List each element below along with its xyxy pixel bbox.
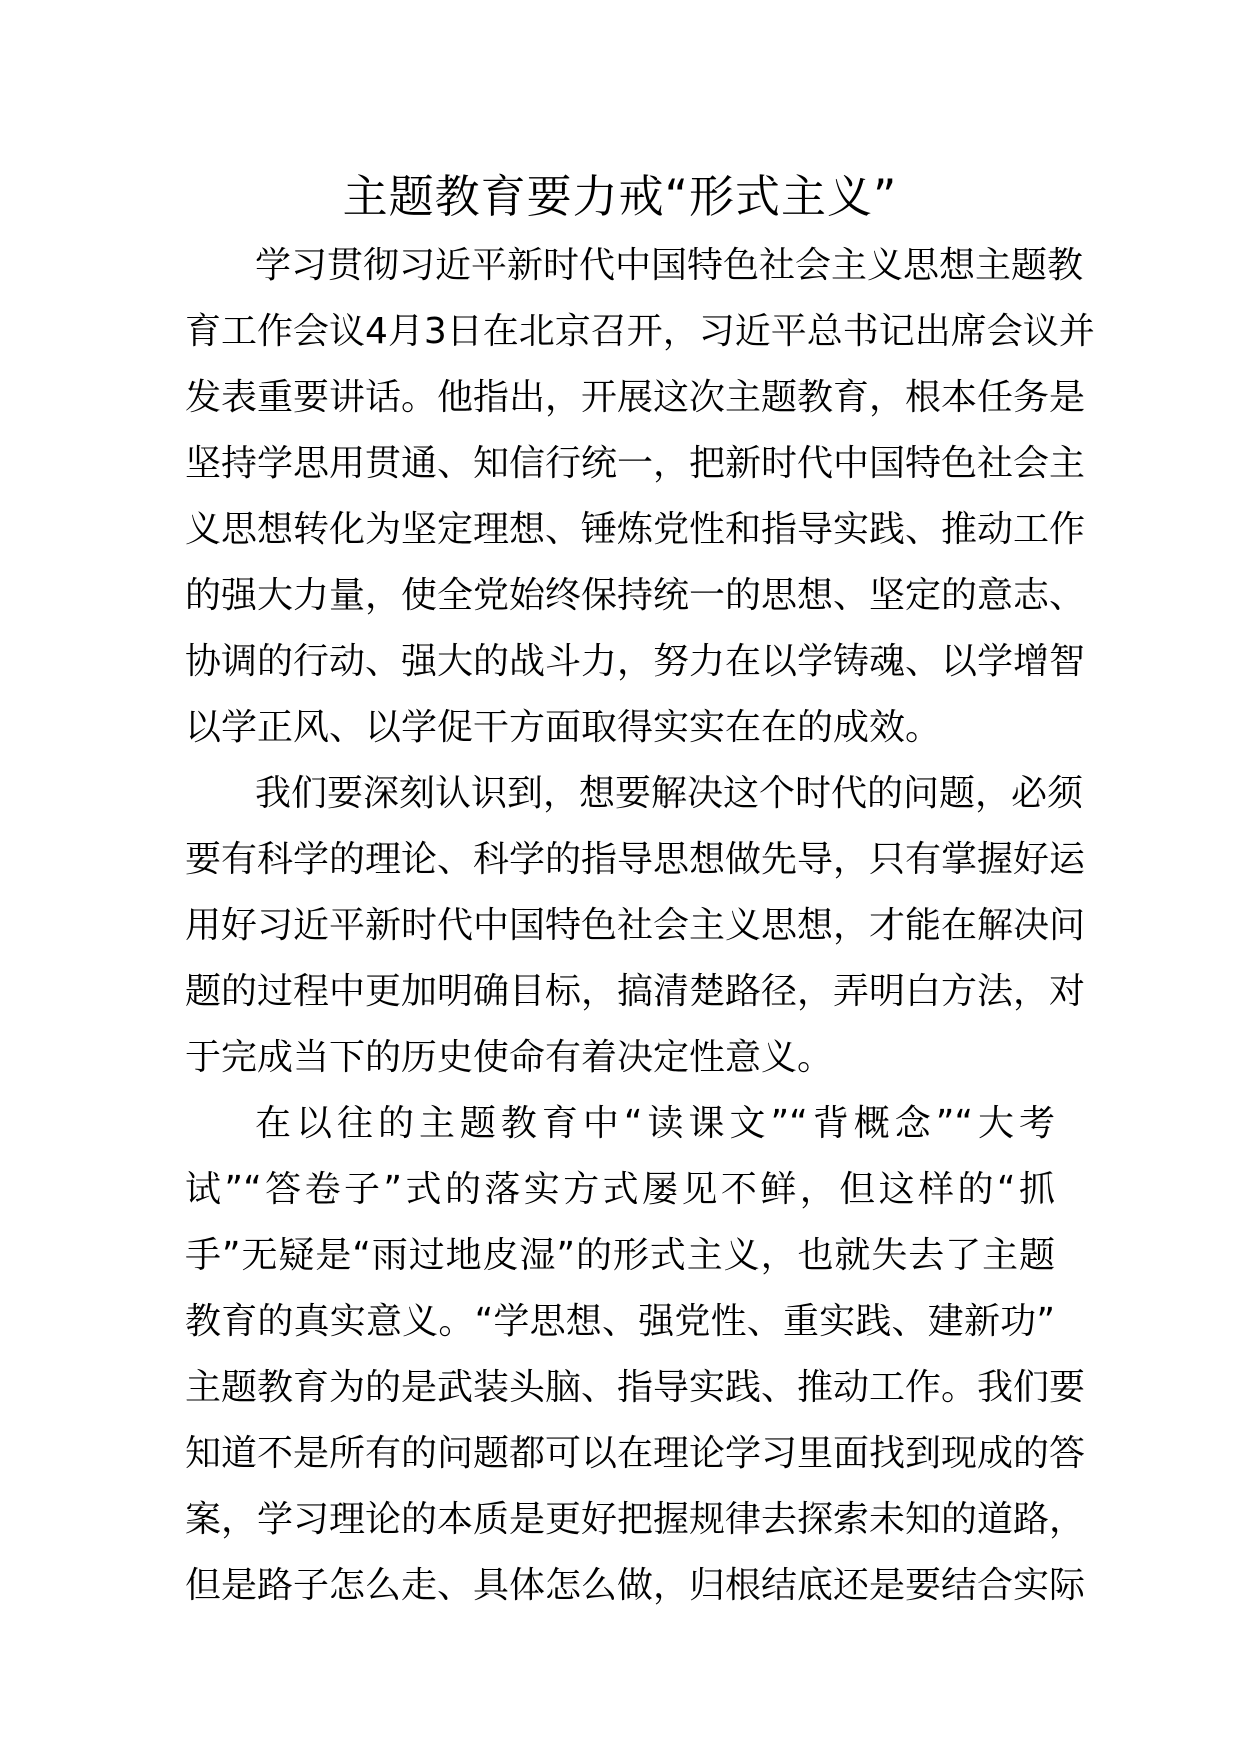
text-line: 用好习近平新时代中国特色社会主义思想，才能在解决问 xyxy=(185,905,1086,946)
text-line: 手”无疑是“雨过地皮湿”的形式主义，也就失去了主题 xyxy=(185,1235,1055,1276)
text-line: 协调的行动、强大的战斗力，努力在以学铸魂、以学增智 xyxy=(185,641,1086,682)
text-line: 要有科学的理论、科学的指导思想做先导，只有掌握好运 xyxy=(185,839,1086,880)
text-line: 义思想转化为坚定理想、锤炼党性和指导实践、推动工作 xyxy=(185,509,1086,550)
paragraph-2 xyxy=(185,761,1086,1091)
text-line: 试”“答卷子”式的落实方式屡见不鲜，但这样的“抓 xyxy=(185,1169,1055,1210)
document-body xyxy=(185,233,1095,1619)
text-line: 的强大力量，使全党始终保持统一的思想、坚定的意志、 xyxy=(185,575,1086,616)
paragraph-3 xyxy=(185,1091,1086,1619)
document-title: 主题教育要力戒“形式主义” xyxy=(342,170,898,223)
text-line: 知道不是所有的问题都可以在理论学习里面找到现成的答 xyxy=(185,1433,1086,1474)
text-line: 发表重要讲话。他指出，开展这次主题教育，根本任务是 xyxy=(185,377,1086,418)
text-line: 案，学习理论的本质是更好把握规律去探索未知的道路， xyxy=(185,1499,1086,1540)
text-line: 育工作会议4月3日在北京召开，习近平总书记出席会议并 xyxy=(185,311,1095,352)
text-line: 主题教育为的是武装头脑、指导实践、推动工作。我们要 xyxy=(185,1367,1086,1408)
text-line: 但是路子怎么走、具体怎么做，归根结底还是要结合实际 xyxy=(185,1565,1086,1606)
text-line: 我们要深刻认识到，想要解决这个时代的问题，必须 xyxy=(255,773,1084,814)
text-line: 学习贯彻习近平新时代中国特色社会主义思想主题教 xyxy=(255,245,1084,286)
text-line: 在以往的主题教育中“读课文”“背概念”“大考 xyxy=(255,1103,1055,1144)
text-line: 以学正风、以学促干方面取得实实在在的成效。 xyxy=(185,707,942,748)
text-line: 坚持学思用贯通、知信行统一，把新时代中国特色社会主 xyxy=(185,443,1086,484)
text-line: 题的过程中更加明确目标，搞清楚路径，弄明白方法，对 xyxy=(185,971,1086,1012)
text-line: 于完成当下的历史使命有着决定性意义。 xyxy=(185,1037,834,1078)
paragraph-1 xyxy=(185,233,1095,761)
text-line: 教育的真实意义。“学思想、强党性、重实践、建新功” xyxy=(185,1301,1055,1342)
